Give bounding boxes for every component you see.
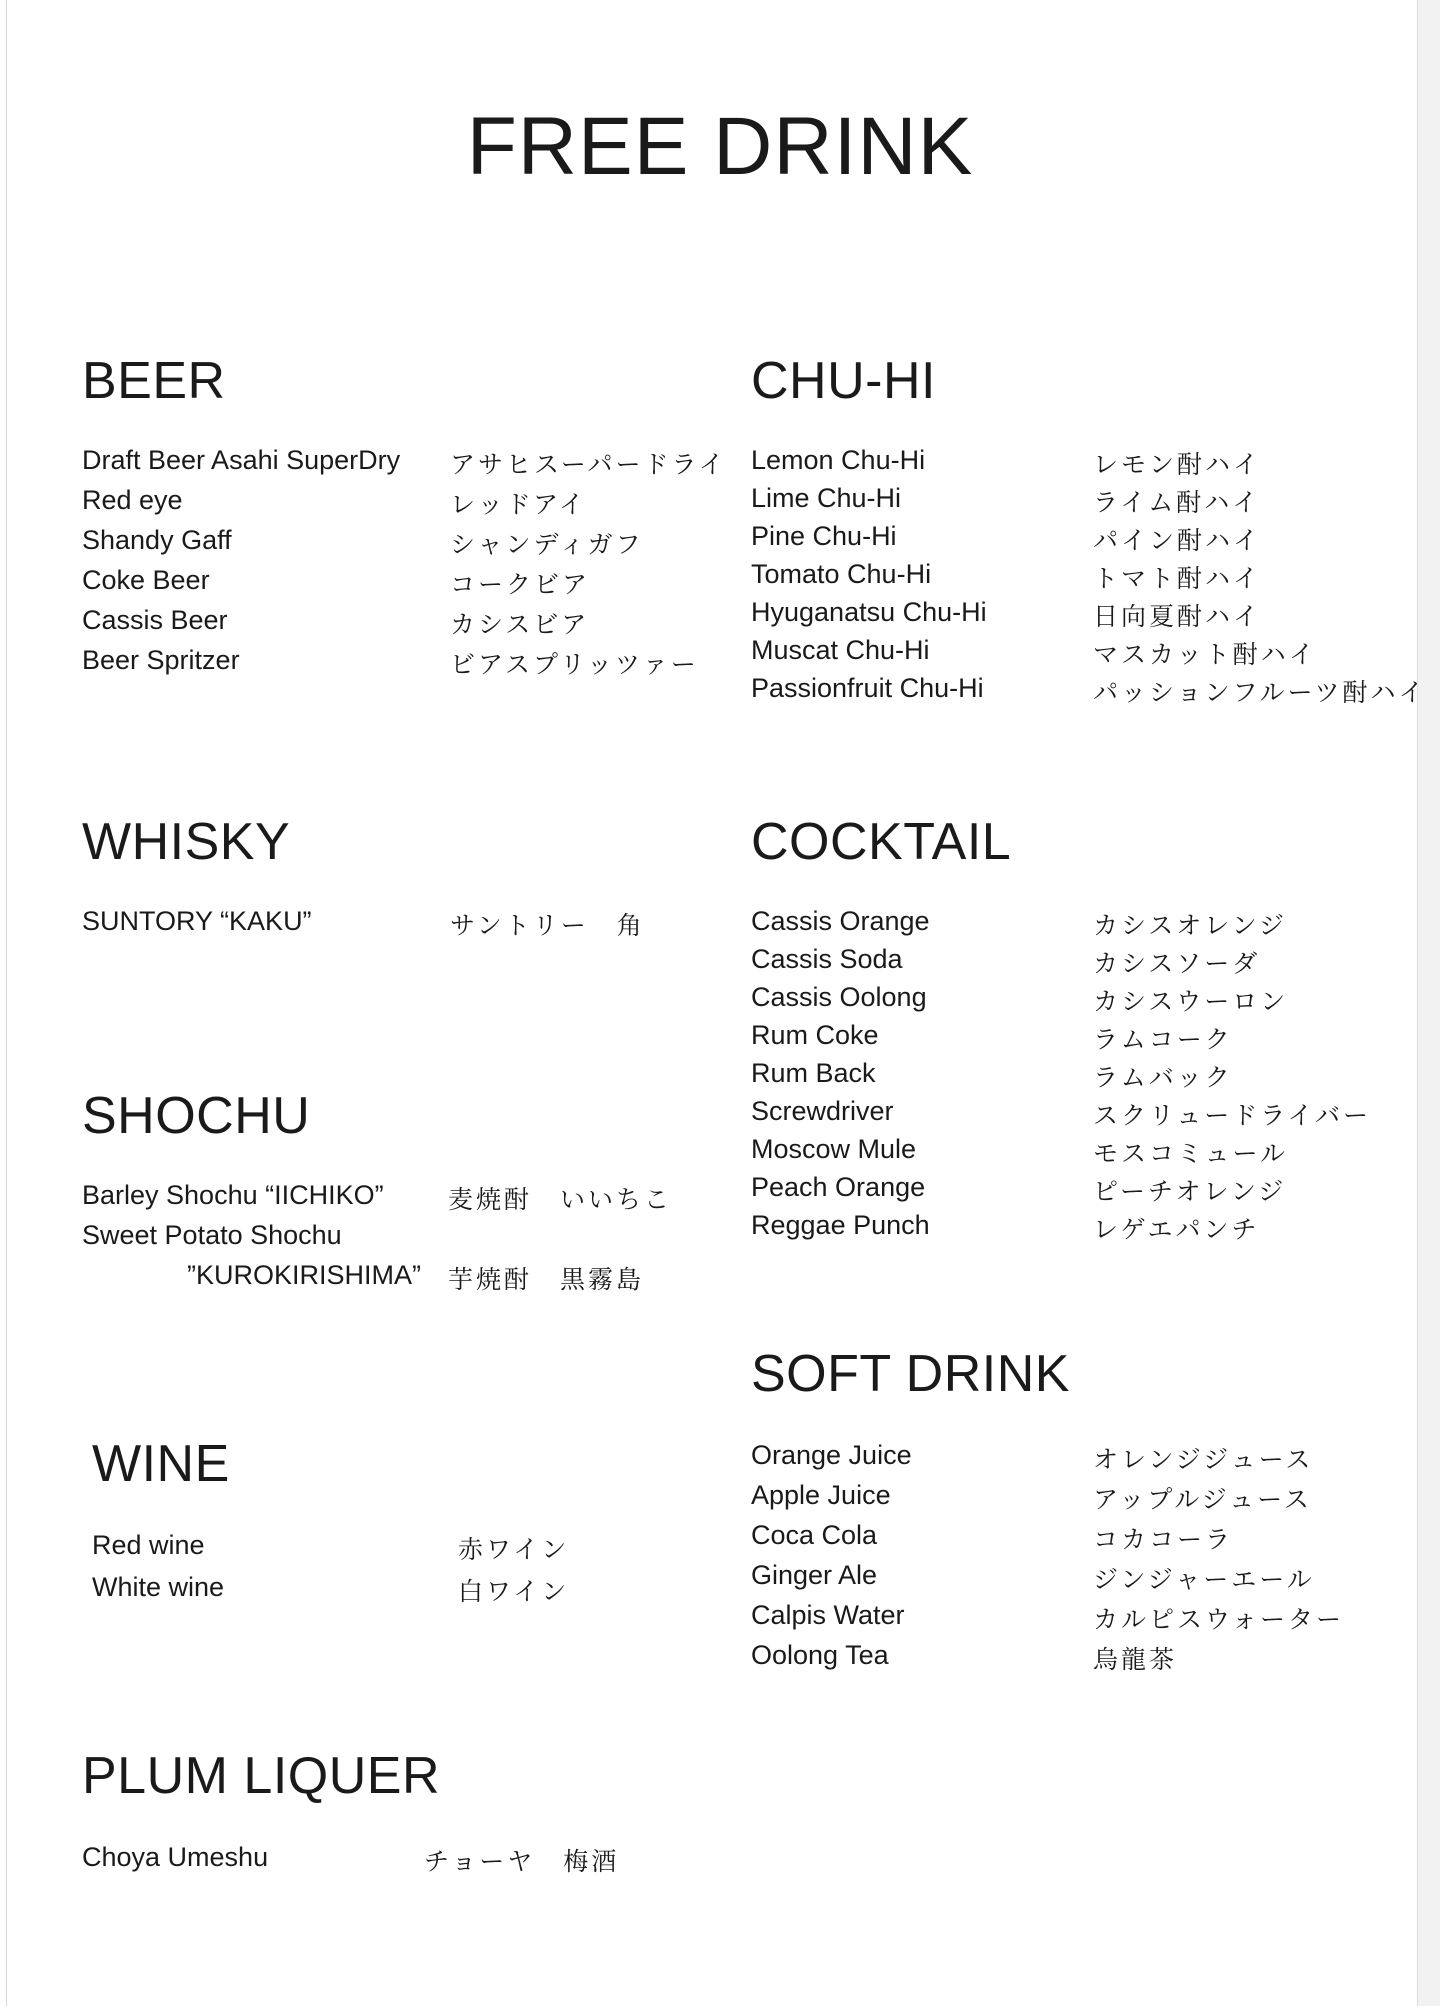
item-name-ja: サントリー 角 <box>450 911 645 940</box>
item-name-en: Muscat Chu-Hi <box>751 635 930 665</box>
item-name-ja: カルピスウォーター <box>1093 1605 1345 1634</box>
item-name-ja: ラムバック <box>1093 1063 1233 1092</box>
item-name-en: Calpis Water <box>751 1600 905 1630</box>
item-name-en: Shandy Gaff <box>82 525 232 555</box>
item-name-ja: パイン酎ハイ <box>1093 526 1262 555</box>
item-name-ja: カシスウーロン <box>1093 987 1289 1016</box>
item-name-en: Moscow Mule <box>751 1134 917 1164</box>
item-name-en: Tomato Chu-Hi <box>751 559 932 589</box>
menu-item <box>82 906 782 940</box>
menu-item <box>751 1440 1440 1474</box>
item-name-en: Coca Cola <box>751 1520 878 1550</box>
menu-item <box>751 635 1440 669</box>
item-name-ja: ラムコーク <box>1093 1025 1233 1054</box>
menu-item <box>92 1530 792 1564</box>
menu-item <box>751 1020 1440 1054</box>
menu-item <box>82 445 782 479</box>
section-chuhi <box>751 352 1427 707</box>
item-name-en: Choya Umeshu <box>82 1842 269 1872</box>
item-name-ja: 烏龍茶 <box>1093 1645 1178 1674</box>
menu-item <box>751 673 1440 707</box>
menu-item <box>751 1560 1440 1594</box>
item-name-ja: 芋焼酎 黒霧島 <box>448 1265 645 1294</box>
item-name-en: Cassis Beer <box>82 605 228 635</box>
menu-item <box>751 597 1440 631</box>
menu-item <box>82 1220 782 1254</box>
item-name-ja: モスコミュール <box>1093 1139 1289 1168</box>
item-name-ja: 赤ワイン <box>458 1535 570 1564</box>
item-name-en: Cassis Soda <box>751 944 903 974</box>
menu-item <box>751 445 1440 479</box>
section-whisky <box>82 813 645 940</box>
item-name-ja: ジンジャーエール <box>1093 1565 1315 1594</box>
item-name-en: Orange Juice <box>751 1440 912 1470</box>
menu-item <box>751 982 1440 1016</box>
item-name-en: Passionfruit Chu-Hi <box>751 673 984 703</box>
menu-item <box>751 483 1440 517</box>
item-name-en: Draft Beer Asahi SuperDry <box>82 445 401 475</box>
menu-item <box>82 1180 782 1214</box>
section-heading: WHISKY <box>82 813 291 871</box>
item-name-en: Red wine <box>92 1530 205 1560</box>
item-name-ja: 白ワイン <box>458 1577 570 1606</box>
item-name-ja: レモン酎ハイ <box>1093 450 1262 479</box>
menu-item <box>751 1600 1440 1634</box>
menu-item <box>82 645 782 679</box>
item-name-en: Red eye <box>82 485 183 515</box>
section-wine <box>92 1435 570 1606</box>
menu-item <box>751 1058 1440 1092</box>
menu-item <box>92 1572 792 1606</box>
item-name-en: Oolong Tea <box>751 1640 889 1670</box>
item-name-en: Reggae Punch <box>751 1210 930 1240</box>
item-name-en: Cassis Oolong <box>751 982 927 1012</box>
item-name-en: Lemon Chu-Hi <box>751 445 926 475</box>
section-heading: WINE <box>92 1435 230 1493</box>
menu-item <box>751 1134 1440 1168</box>
item-name-en: Coke Beer <box>82 565 210 595</box>
item-name-ja: パッションフルーツ酎ハイ <box>1093 678 1427 707</box>
item-name-ja: レッドアイ <box>450 490 587 519</box>
item-name-ja: コークビア <box>450 570 591 599</box>
section-heading: SHOCHU <box>82 1087 311 1145</box>
menu-item <box>751 1520 1440 1554</box>
menu-title: FREE DRINK <box>466 101 974 192</box>
menu-item <box>82 565 782 599</box>
item-name-ja: ピーチオレンジ <box>1093 1177 1287 1206</box>
menu-item <box>751 1172 1440 1206</box>
item-name-en: Ginger Ale <box>751 1560 878 1590</box>
item-name-ja: 麦焼酎 いいちこ <box>448 1185 673 1214</box>
item-name-ja: 日向夏酎ハイ <box>1093 602 1262 631</box>
section-cocktail <box>751 813 1372 1244</box>
menu-item <box>751 1480 1440 1514</box>
item-name-en: Pine Chu-Hi <box>751 521 897 551</box>
item-name-en: Sweet Potato Shochu <box>82 1220 342 1250</box>
menu-item <box>751 1640 1440 1674</box>
item-name-ja: カシスソーダ <box>1093 949 1261 978</box>
menu-item <box>751 1096 1440 1130</box>
menu-item <box>82 605 782 639</box>
item-name-ja: コカコーラ <box>1093 1525 1234 1554</box>
menu-item <box>82 525 782 559</box>
page-edge-left <box>6 0 7 2006</box>
section-beer <box>82 352 727 679</box>
item-name-ja: カシスオレンジ <box>1093 911 1288 940</box>
section-heading: BEER <box>82 352 226 410</box>
item-name-en: Peach Orange <box>751 1172 926 1202</box>
section-softdrink <box>751 1345 1345 1674</box>
item-name-en: White wine <box>92 1572 225 1602</box>
item-name-ja: ライム酎ハイ <box>1093 488 1261 517</box>
menu-item <box>751 559 1440 593</box>
item-name-ja: オレンジジュース <box>1093 1445 1314 1474</box>
item-name-en: Cassis Orange <box>751 906 930 936</box>
menu-item <box>82 485 782 519</box>
item-name-en: Apple Juice <box>751 1480 891 1510</box>
section-heading: PLUM LIQUER <box>82 1747 441 1805</box>
item-name-ja: レゲエパンチ <box>1093 1215 1260 1244</box>
item-name-en: Barley Shochu “IICHIKO” <box>82 1180 384 1210</box>
item-name-en: Screwdriver <box>751 1096 894 1126</box>
section-shochu <box>82 1087 673 1294</box>
item-name-ja: トマト酎ハイ <box>1093 564 1262 593</box>
item-name-en: Rum Back <box>751 1058 876 1088</box>
item-name-en: Lime Chu-Hi <box>751 483 902 513</box>
menu-item <box>82 1260 782 1294</box>
item-name-en: Beer Spritzer <box>82 645 240 675</box>
item-name-ja: アップルジュース <box>1093 1485 1312 1514</box>
menu-item <box>82 1842 782 1876</box>
section-plum-liquer <box>82 1747 620 1876</box>
menu-item <box>751 521 1440 555</box>
item-name-ja: アサヒスーパードライ <box>450 450 727 479</box>
item-name-ja: カシスビア <box>450 610 590 639</box>
item-name-en: Hyuganatsu Chu-Hi <box>751 597 987 627</box>
item-name-ja: ビアスプリッツァー <box>450 650 699 679</box>
item-name-en: Rum Coke <box>751 1020 879 1050</box>
item-name-en: SUNTORY “KAKU” <box>82 906 312 936</box>
menu-item <box>751 1210 1440 1244</box>
section-heading: CHU-HI <box>751 352 936 410</box>
item-name-ja: マスカット酎ハイ <box>1093 640 1317 669</box>
menu-item <box>751 906 1440 940</box>
item-name-en: ”KUROKIRISHIMA” <box>187 1260 422 1290</box>
item-name-ja: シャンディガフ <box>450 530 644 559</box>
section-heading: SOFT DRINK <box>751 1345 1070 1403</box>
section-heading: COCKTAIL <box>751 813 1012 871</box>
menu-item <box>751 944 1440 978</box>
item-name-ja: チョーヤ 梅酒 <box>424 1847 620 1876</box>
item-name-ja: スクリュードライバー <box>1093 1101 1372 1130</box>
